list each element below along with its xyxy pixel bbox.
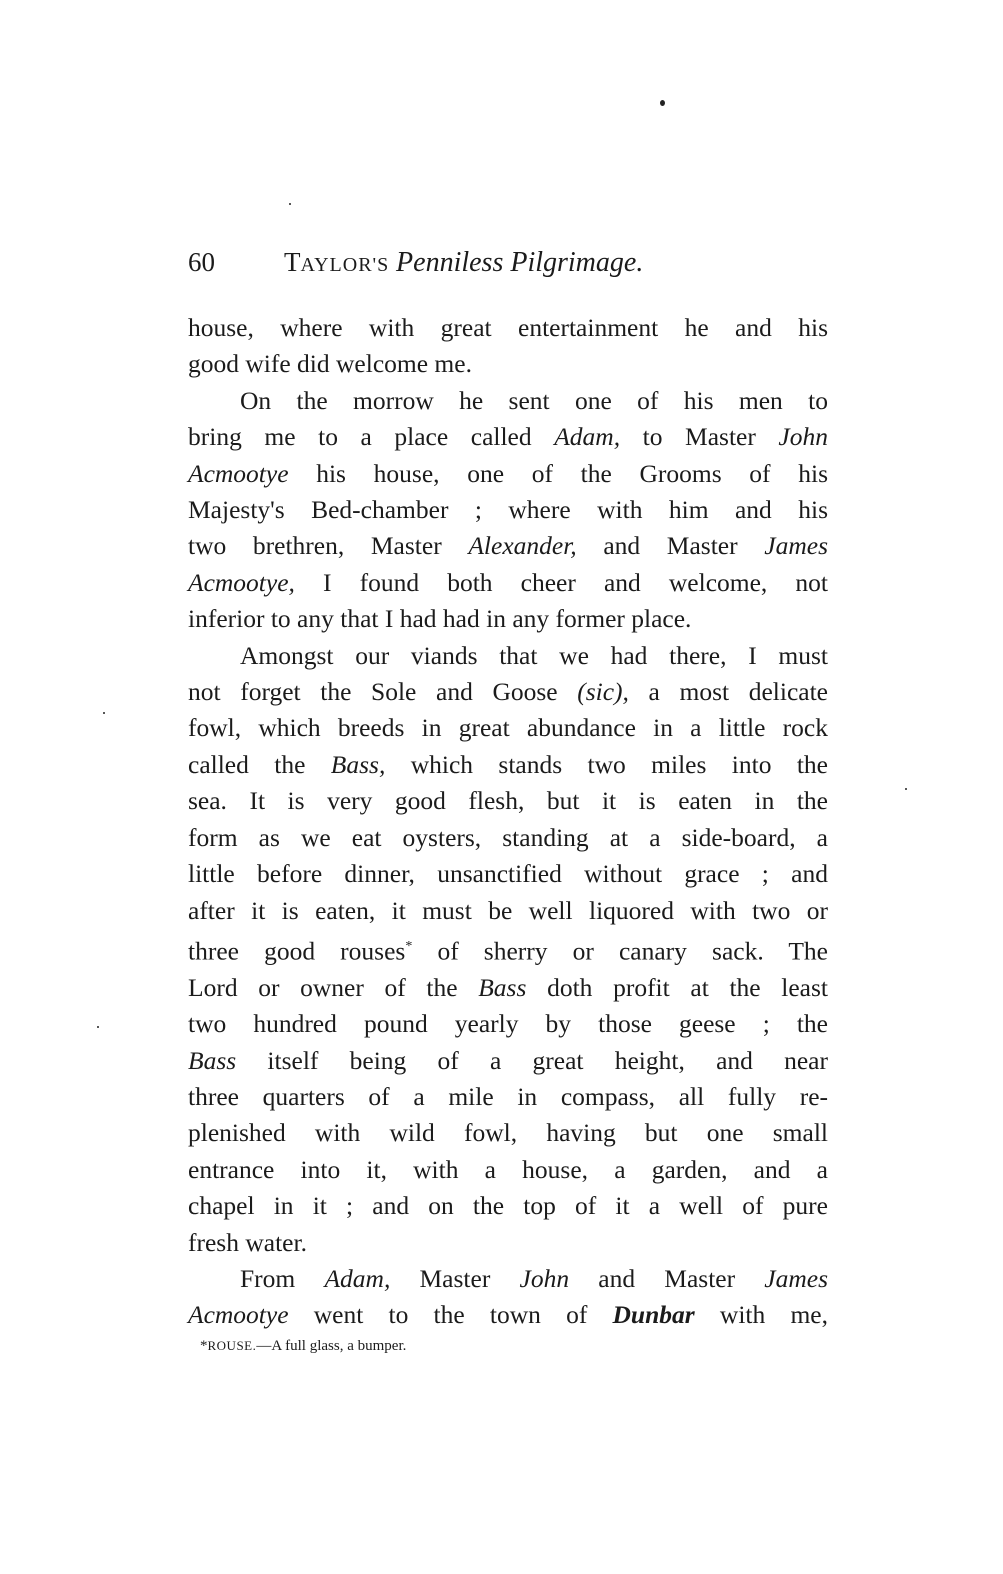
text-line: two brethren, Master Alexander, and Master James — [188, 531, 828, 561]
paragraph — [188, 310, 828, 383]
text-line: Lord or owner of the Bass doth profit at the least — [188, 972, 828, 1002]
text-line: bring me to a place called Adam, to Master John — [188, 422, 828, 452]
paragraph — [188, 638, 828, 1261]
text-line: Acmootye went to the town of Dunbar with me, — [188, 1300, 828, 1330]
text-line: On the morrow he sent one of his men to — [240, 385, 828, 415]
text-line: two hundred pound yearly by those geese ; the — [188, 1009, 828, 1039]
text-line: fresh water. — [188, 1227, 307, 1257]
text-line: not forget the Sole and Goose (sic), a most delicate — [188, 677, 828, 707]
text-line: after it is eaten, it must be well liquored with two or — [188, 895, 828, 925]
page-number: 60 — [188, 247, 215, 277]
text-line: house, where with great entertainment he and his — [188, 313, 828, 342]
body-text — [188, 310, 828, 1334]
text-line: plenished with wild fowl, having but one small — [188, 1118, 828, 1148]
text-line: three quarters of a mile in compass, all fully re- — [188, 1082, 828, 1112]
running-title: Penniless Pilgrimage. — [396, 247, 644, 278]
text-line: fowl, which breeds in great abundance in a little rock — [188, 713, 828, 743]
text-line: entrance into it, with a house, a garden, and a — [188, 1154, 828, 1184]
ink-speck — [289, 203, 291, 205]
text-line: chapel in it ; and on the top of it a well of pure — [188, 1191, 828, 1221]
ink-speck — [103, 712, 105, 714]
ink-speck — [97, 1026, 99, 1028]
paragraph — [188, 1261, 828, 1334]
text-line: Majesty's Bed-chamber ; where with him and his — [188, 495, 828, 525]
text-line: Acmootye his house, one of the Grooms of his — [188, 458, 828, 488]
text-line: Bass itself being of a great height, and near — [188, 1045, 828, 1075]
footnote-definition: —A full glass, a bumper. — [256, 1338, 407, 1354]
ink-speck — [660, 100, 665, 106]
text-line: From Adam, Master John and Master James — [240, 1264, 829, 1294]
text-line: Amongst our viands that we had there, I must — [240, 640, 828, 670]
text-line: form as we eat oysters, standing at a side-board, a — [188, 822, 828, 852]
footnote-term: ROUSE. — [207, 1338, 257, 1353]
footnote-marker: * — [200, 1338, 208, 1354]
ink-speck — [905, 788, 907, 790]
text-line: inferior to any that I had had in any former place. — [188, 604, 692, 634]
footnote-marker: * — [405, 938, 413, 954]
running-header — [188, 242, 748, 282]
footnote — [200, 1336, 406, 1356]
running-title-author: TAYLOR'S — [284, 247, 390, 277]
text-line: sea. It is very good flesh, but it is eaten in the — [188, 786, 828, 816]
text-line: good wife did welcome me. — [188, 349, 472, 379]
text-line: three good rouses* of sherry or canary sack. The — [188, 936, 828, 966]
paragraph — [188, 383, 828, 638]
text-line: called the Bass, which stands two miles into the — [188, 749, 828, 779]
text-line: Acmootye, I found both cheer and welcome, not — [188, 567, 828, 597]
text-line: little before dinner, unsanctified without grace ; and — [188, 859, 828, 889]
